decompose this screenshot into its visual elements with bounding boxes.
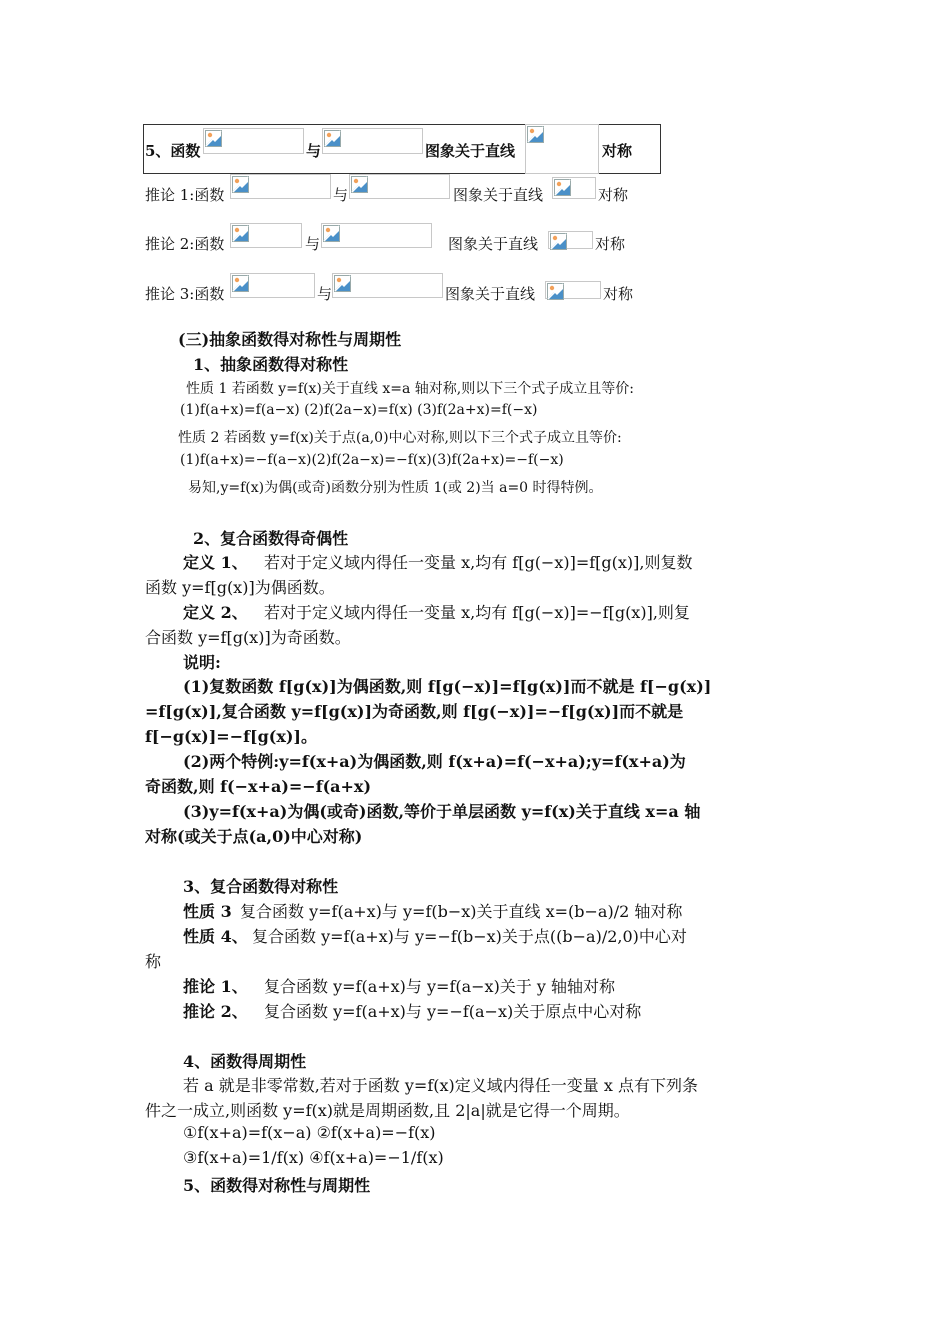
cor2-lead: 推论 2:函数 — [145, 235, 225, 253]
broken-image-icon — [232, 225, 249, 242]
definition-1-text: 若对于定义域内得任一变量 x,均有 f[g(−x)]=f[g(x)],则复数 — [264, 553, 693, 572]
definition-2-text: 若对于定义域内得任一变量 x,均有 f[g(−x)]=−f[g(x)],则复 — [264, 603, 690, 622]
cor1-graph-line: 图象关于直线 — [453, 186, 544, 204]
broken-image-icon — [527, 126, 544, 143]
cor1-and: 与 — [333, 186, 349, 204]
corollary-1-text: 复合函数 y=f(a+x)与 y=f(a−x)关于 y 轴轴对称 — [264, 977, 616, 996]
formula-image — [203, 128, 304, 154]
item5-lead: 5、函数 — [145, 142, 201, 160]
note-3: 对称(或关于点(a,0)中心对称) — [145, 827, 363, 846]
subsection-title: 3、复合函数得对称性 — [183, 877, 339, 896]
note-1: =f[g(x)],复合函数 y=f[g(x)]为奇函数,则 f[g(−x)]=−f[g(x)]而不就是 — [145, 702, 684, 721]
periodicity-text: 若 a 就是非零常数,若对于函数 y=f(x)定义域内得任一变量 x 点有下列条 — [183, 1076, 698, 1095]
corollary-2-text: 复合函数 y=f(a+x)与 y=−f(a−x)关于原点中心对称 — [264, 1002, 642, 1021]
section-title: (三)抽象函数得对称性与周期性 — [178, 330, 402, 349]
definition-2-label: 定义 2、 — [183, 603, 248, 622]
item5-and: 与 — [306, 142, 322, 160]
definition-1-label: 定义 1、 — [183, 553, 248, 572]
formula-image — [322, 128, 423, 154]
cor1-lead: 推论 1:函数 — [145, 186, 225, 204]
broken-image-icon — [334, 275, 351, 292]
property-3-label: 性质 3 — [183, 902, 232, 921]
corollary-2-label: 推论 2、 — [183, 1002, 248, 1021]
subsection-title: 4、函数得周期性 — [183, 1052, 307, 1071]
broken-image-icon — [547, 283, 564, 300]
property-4-text: 称 — [145, 952, 162, 971]
cor3-and: 与 — [317, 285, 333, 303]
broken-image-icon — [323, 225, 340, 242]
note-1: (1)复数函数 f[g(x)]为偶函数,则 f[g(−x)]=f[g(x)]而不就是 f[−g(x)] — [183, 677, 712, 696]
property-3-text: 复合函数 y=f(a+x)与 y=f(b−x)关于直线 x=(b−a)/2 轴对称 — [240, 902, 683, 921]
definition-2-text: 合函数 y=f[g(x)]为奇函数。 — [145, 628, 351, 647]
cor3-graph-line: 图象关于直线 — [445, 285, 536, 303]
broken-image-icon — [232, 275, 249, 292]
property-1: 性质 1 若函数 y=f(x)关于直线 x=a 轴对称,则以下三个式子成立且等价: — [186, 381, 634, 397]
note-1: f[−g(x)]=−f[g(x)]。 — [145, 727, 318, 746]
periodicity-conditions: ①f(x+a)=f(x−a) ②f(x+a)=−f(x) — [183, 1123, 436, 1142]
note-2: 奇函数,则 f(−x+a)=−f(a+x) — [145, 777, 372, 796]
formula-image — [230, 273, 315, 298]
cor3-lead: 推论 3:函数 — [145, 285, 225, 303]
formula-image — [230, 174, 331, 199]
broken-image-icon — [554, 179, 571, 196]
formula-image — [548, 231, 593, 249]
item5-graph-line: 图象关于直线 — [425, 142, 516, 160]
formula-image — [545, 281, 601, 299]
cor3-symmetric: 对称 — [603, 285, 634, 303]
cor2-and: 与 — [305, 235, 321, 253]
property-1-equations: (1)f(a+x)=f(a−x) (2)f(2a−x)=f(x) (3)f(2a+x)=f(−x) — [180, 402, 538, 418]
formula-image — [321, 223, 432, 248]
broken-image-icon — [205, 130, 222, 147]
special-case-note: 易知,y=f(x)为偶(或奇)函数分别为性质 1(或 2)当 a=0 时得特例。 — [188, 480, 603, 496]
subsection-title: 2、复合函数得奇偶性 — [193, 529, 349, 548]
subsection-title: 5、函数得对称性与周期性 — [183, 1176, 371, 1195]
formula-image — [230, 223, 302, 248]
broken-image-icon — [324, 130, 341, 147]
property-2-equations: (1)f(a+x)=−f(a−x)(2)f(2a−x)=−f(x)(3)f(2a+x)=−f(−x) — [180, 452, 564, 468]
cor2-symmetric: 对称 — [595, 235, 626, 253]
formula-image — [525, 124, 599, 174]
broken-image-icon — [550, 233, 567, 250]
property-2: 性质 2 若函数 y=f(x)关于点(a,0)中心对称,则以下三个式子成立且等价: — [178, 430, 622, 446]
cor1-symmetric: 对称 — [598, 186, 629, 204]
note-3: (3)y=f(x+a)为偶(或奇)函数,等价于单层函数 y=f(x)关于直线 x=a 轴 — [183, 802, 701, 821]
item5-symmetric: 对称 — [602, 142, 633, 160]
broken-image-icon — [351, 176, 368, 193]
cor2-graph-line: 图象关于直线 — [448, 235, 539, 253]
formula-image — [332, 273, 443, 298]
note-label: 说明: — [183, 653, 221, 672]
broken-image-icon — [232, 176, 249, 193]
property-4-label: 性质 4、 — [183, 927, 248, 946]
periodicity-conditions: ③f(x+a)=1/f(x) ④f(x+a)=−1/f(x) — [183, 1148, 444, 1167]
note-2: (2)两个特例:y=f(x+a)为偶函数,则 f(x+a)=f(−x+a);y=f(x+a)为 — [183, 752, 686, 771]
formula-image — [349, 174, 450, 199]
subsection-title: 1、抽象函数得对称性 — [193, 355, 349, 374]
definition-1-text: 函数 y=f[g(x)]为偶函数。 — [145, 578, 335, 597]
formula-image — [552, 177, 596, 199]
corollary-1-label: 推论 1、 — [183, 977, 248, 996]
property-4-text: 复合函数 y=f(a+x)与 y=−f(b−x)关于点((b−a)/2,0)中心对 — [252, 927, 687, 946]
periodicity-text: 件之一成立,则函数 y=f(x)就是周期函数,且 2|a|就是它得一个周期。 — [145, 1101, 630, 1120]
